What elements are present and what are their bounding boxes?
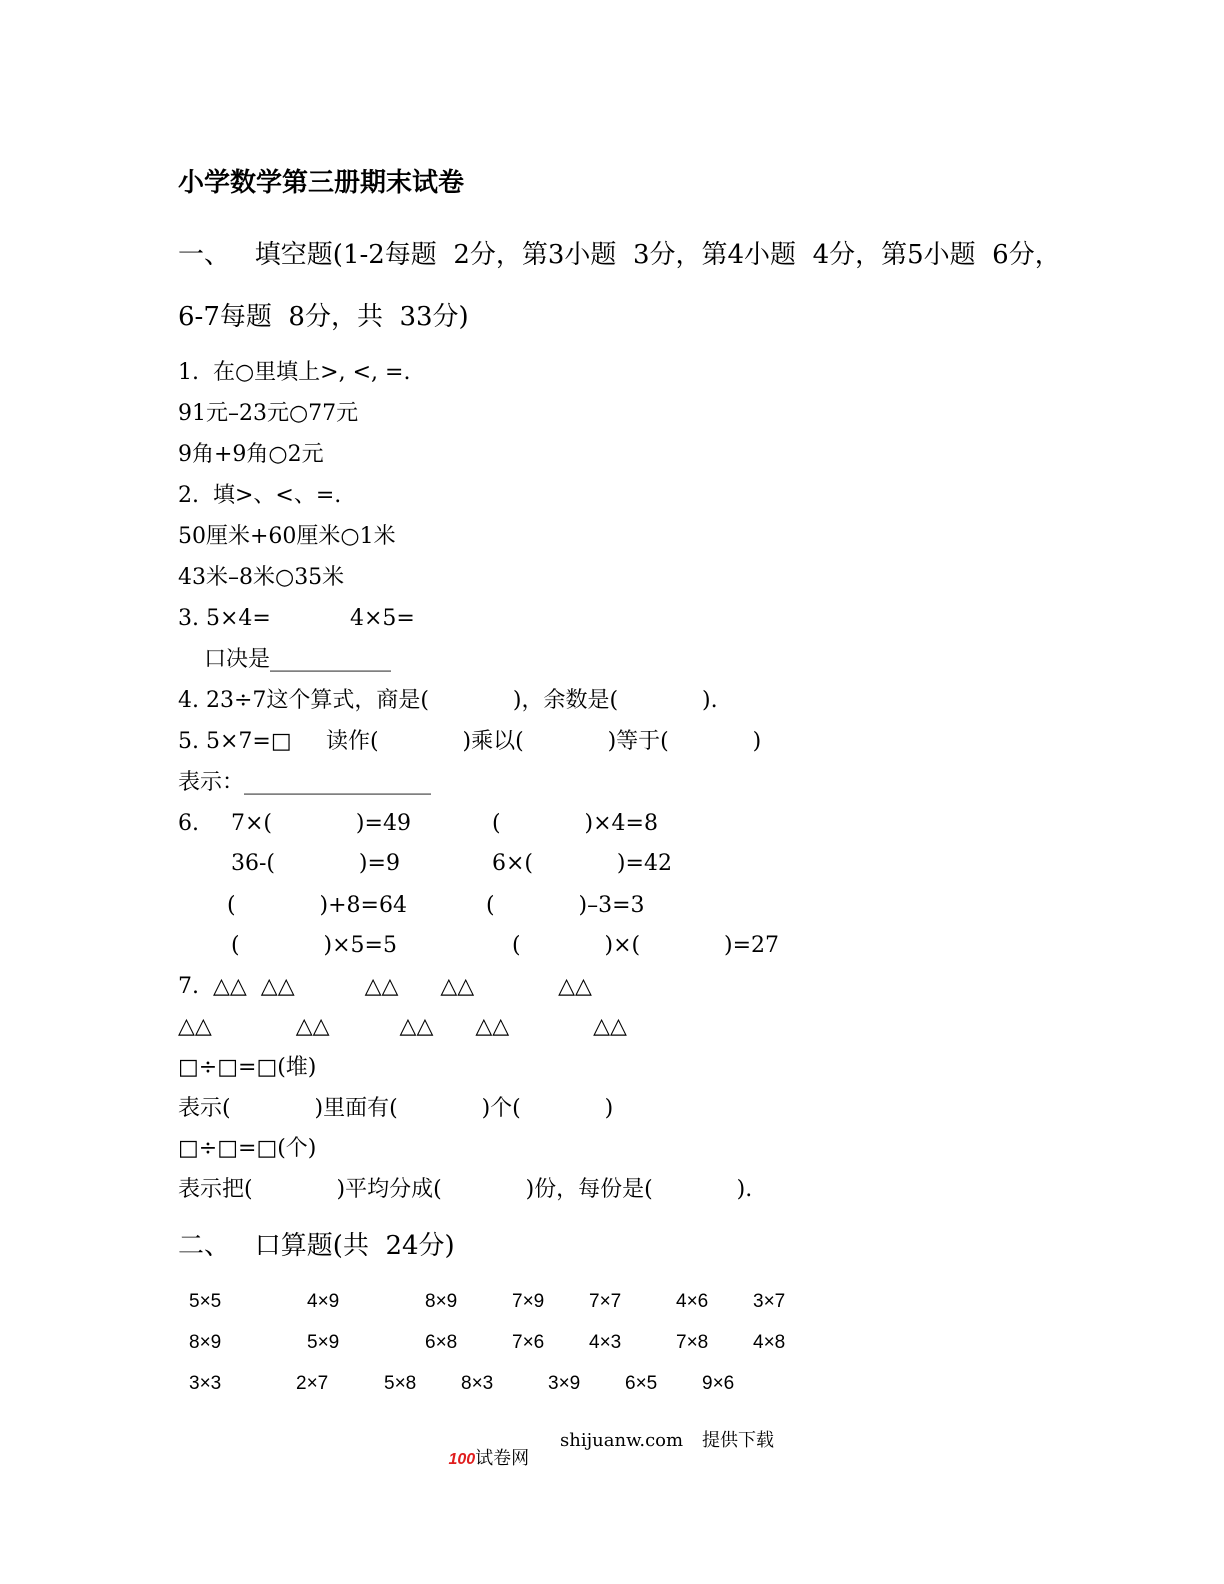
- q7-triangles-row1: 7. △△ △△ △△ △△ △△: [178, 974, 592, 999]
- q2-item-b: 43米–8米○35米: [178, 565, 345, 590]
- q6-blank: ( )×5=5: [231, 933, 397, 958]
- q6-label: 6.: [178, 811, 199, 836]
- section1-heading-line1: 一、 填空题(1-2每题 2分，第3小题 3分，第4小题 4分，第5小题 6分，: [178, 240, 1061, 270]
- calc-item: 5×8: [384, 1373, 417, 1394]
- footer-site: shijuanw.com: [560, 1430, 684, 1451]
- footer-logo: [437, 1432, 529, 1468]
- q6-blank: 36-( )=9: [231, 851, 400, 876]
- calc-item: 8×9: [425, 1291, 458, 1312]
- q4-line: 4. 23÷7这个算式，商是( )，余数是( ).: [178, 688, 718, 713]
- calc-item: 8×3: [461, 1373, 494, 1394]
- q6-blank: ( )×4=8: [492, 811, 658, 836]
- calc-item: 3×7: [753, 1291, 786, 1312]
- logo-text: 试卷网: [475, 1448, 530, 1469]
- q2-item-a: 50厘米+60厘米○1米: [178, 524, 396, 549]
- calc-item: 5×9: [307, 1332, 340, 1353]
- q7-means-a: 表示( )里面有( )个( ): [178, 1096, 614, 1121]
- q7-equation-each: □÷□=□(个): [178, 1136, 317, 1161]
- q6-blank: ( )+8=64: [227, 893, 407, 918]
- logo-number: 100: [448, 1451, 476, 1468]
- calc-item: 2×7: [296, 1373, 329, 1394]
- section1-heading-line2: 6-7每题 8分，共 33分): [178, 302, 469, 332]
- calc-item: 4×8: [753, 1332, 786, 1353]
- calc-item: 6×5: [625, 1373, 658, 1394]
- calc-item: 4×3: [589, 1332, 622, 1353]
- section2-heading: 二、 口算题(共 24分): [178, 1231, 455, 1261]
- q2-prompt: 2. 填>、<、=.: [178, 483, 342, 508]
- q3-item-b: 4×5=: [350, 606, 415, 631]
- q7-triangles-row2: △△ △△ △△ △△ △△: [178, 1014, 627, 1039]
- calc-item: 7×8: [676, 1332, 709, 1353]
- footer-note: 提供下载: [702, 1430, 774, 1451]
- calc-item: 7×7: [589, 1291, 622, 1312]
- calc-item: 4×9: [307, 1291, 340, 1312]
- q6-blank: ( )×( )=27: [512, 933, 780, 958]
- calc-item: 7×9: [512, 1291, 545, 1312]
- calc-item: 7×6: [512, 1332, 545, 1353]
- q5-read-as: 读作( )乘以( )等于( ): [326, 729, 762, 754]
- q6-blank: 7×( )=49: [231, 811, 411, 836]
- q7-means-b: 表示把( )平均分成( )份，每份是( ).: [178, 1177, 753, 1202]
- calc-item: 4×6: [676, 1291, 709, 1312]
- calc-item: 8×9: [189, 1332, 222, 1353]
- q5-means-line: 表示：_________________: [178, 770, 432, 795]
- calc-item: 6×8: [425, 1332, 458, 1353]
- page-title: 小学数学第三册期末试卷: [178, 168, 465, 198]
- q3-rhyme-line: 口决是___________: [204, 647, 392, 672]
- q1-item-b: 9角+9角○2元: [178, 442, 324, 467]
- q6-blank: ( )–3=3: [486, 893, 645, 918]
- q6-blank: 6×( )=42: [492, 851, 672, 876]
- q1-prompt: 1. 在○里填上>, <, =.: [178, 360, 411, 385]
- calc-item: 9×6: [702, 1373, 735, 1394]
- q7-equation-piles: □÷□=□(堆): [178, 1055, 317, 1080]
- calc-item: 3×9: [548, 1373, 581, 1394]
- calc-item: 3×3: [189, 1373, 222, 1394]
- calc-item: 5×5: [189, 1291, 222, 1312]
- q3-item-a: 3. 5×4=: [178, 606, 271, 631]
- q5-equation: 5. 5×7=□: [178, 729, 292, 754]
- q1-item-a: 91元–23元○77元: [178, 401, 359, 426]
